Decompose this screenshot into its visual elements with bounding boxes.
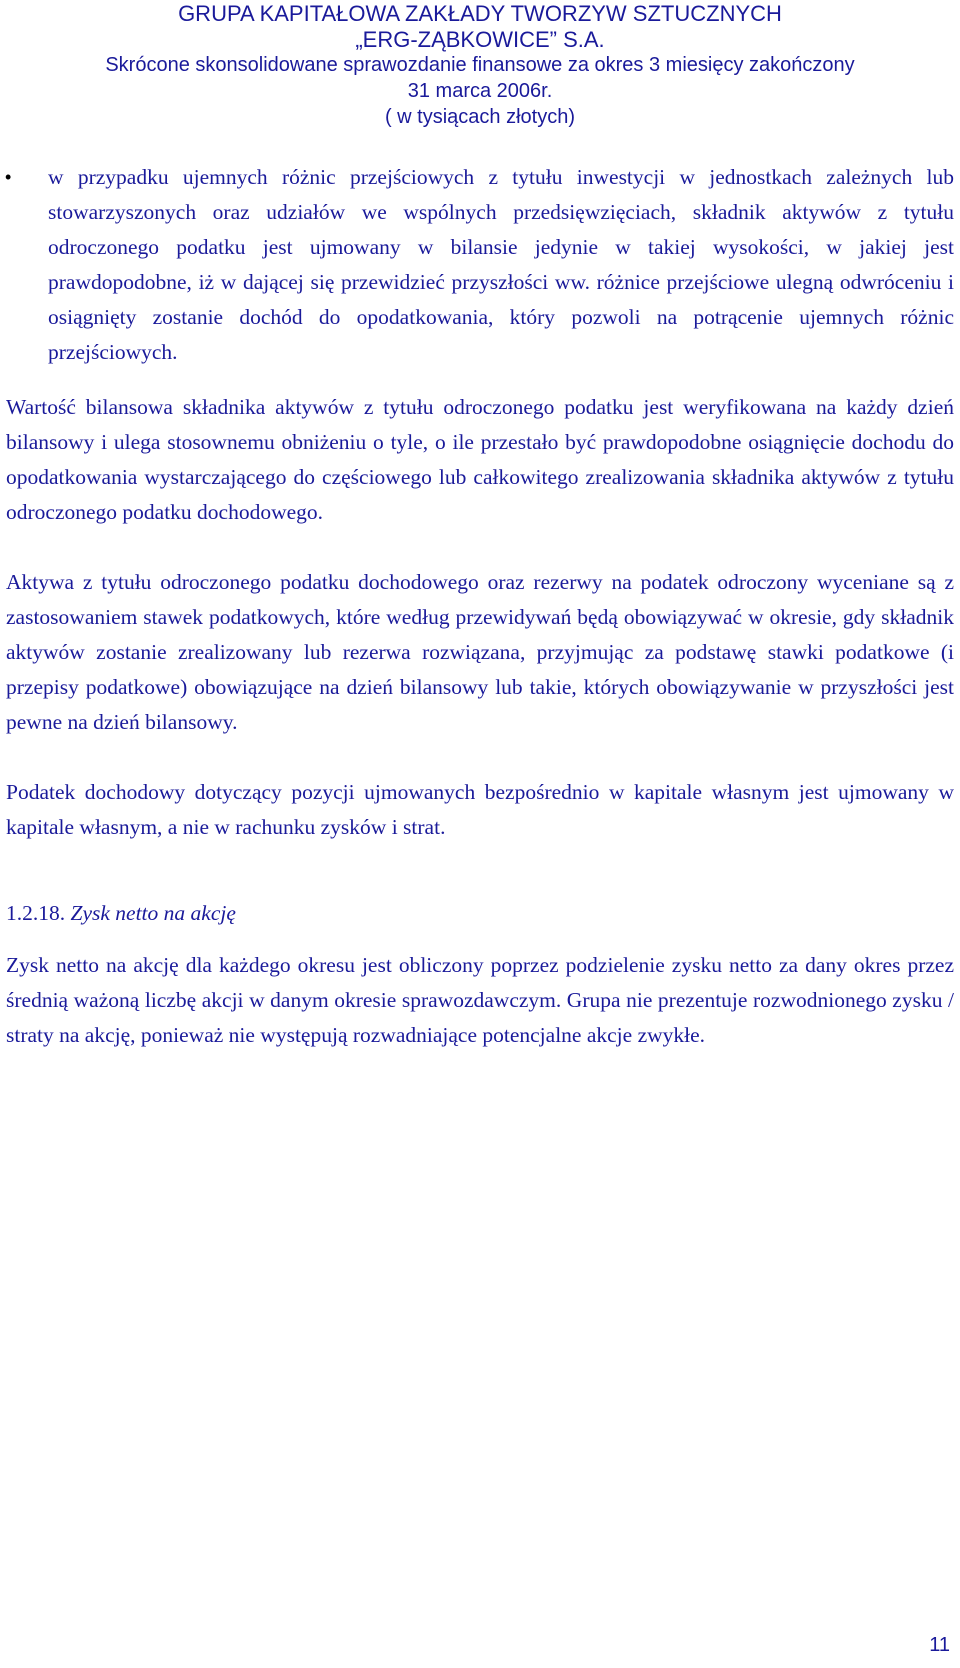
bullet-icon: • <box>5 167 12 187</box>
header-report-date: 31 marca 2006r. <box>407 80 553 102</box>
page-number: 11 <box>929 1634 950 1656</box>
paragraph-equity-tax: Podatek dochodowy dotyczący pozycji ujmowanych bezpośrednio w kapitale własnym jest ujmowany w kapitale własnym, a nie w rachunku zysków i strat. <box>6 780 954 839</box>
header-company-line: GRUPA KAPITAŁOWA ZAKŁADY TWORZYW SZTUCZNYCH <box>178 1 782 26</box>
header-currency-note: ( w tysiącach złotych) <box>384 106 576 128</box>
document-header <box>0 0 960 130</box>
section-heading <box>6 896 236 931</box>
section-title: Zysk netto na akcję <box>70 901 236 925</box>
bullet-text: w przypadku ujemnych różnic przejściowych z tytułu inwestycji w jednostkach zależnych lub stowarzyszonych oraz udziałów we wspólnych przedsięwzięciach, składnik aktywów z tytułu odroczonego podatku jest ujmowany w bilansie jedynie w takiej wysokości, w jakiej jest prawdopodobne, iż w dającej się przewidzieć przyszłości ww. różnice przejściowe ulegną odwróceniu i osiągnięty zostanie dochód do opodatkowania, który pozwoli na potrącenie ujemnych różnic przejściowych. <box>48 165 954 364</box>
paragraph-earnings-per-share: Zysk netto na akcję dla każdego okresu jest obliczony poprzez podzielenie zysku netto za dany okres przez średnią ważoną liczbę akcji w danym okresie sprawozdawczym. Grupa nie prezentuje rozwodnionego zysku / straty na akcję, ponieważ nie występują rozwadniające potencjalne akcje zwykłe. <box>6 953 954 1047</box>
header-company-name: „ERG-ZĄBKOWICE” S.A. <box>355 27 605 52</box>
paragraph-deferred-tax-verification: Wartość bilansowa składnika aktywów z tytułu odroczonego podatku jest weryfikowana na każdy dzień bilansowy i ulega stosownemu obniżeniu o tyle, o ile przestało być prawdopodobne osiągnięcie dochodu do opodatkowania wystarczającego do częściowego lub całkowitego zrealizowania składnika aktywów z tytułu odroczonego podatku dochodowego. <box>6 395 954 524</box>
header-report-title: Skrócone skonsolidowane sprawozdanie finansowe za okres 3 miesięcy zakończony <box>105 54 855 76</box>
section-number: 1.2.18. <box>6 901 66 925</box>
paragraph-deferred-tax-rates: Aktywa z tytułu odroczonego podatku dochodowego oraz rezerwy na podatek odroczony wyceniane są z zastosowaniem stawek podatkowych, które według przewidywań będą obowiązywać w okresie, gdy składnik aktywów zostanie zrealizowany lub rezerwa rozwiązana, przyjmując za podstawę stawki podatkowe (i przepisy podatkowe) obowiązujące na dzień bilansowy lub takie, których obowiązywanie w przyszłości jest pewne na dzień bilansowy. <box>6 570 954 734</box>
